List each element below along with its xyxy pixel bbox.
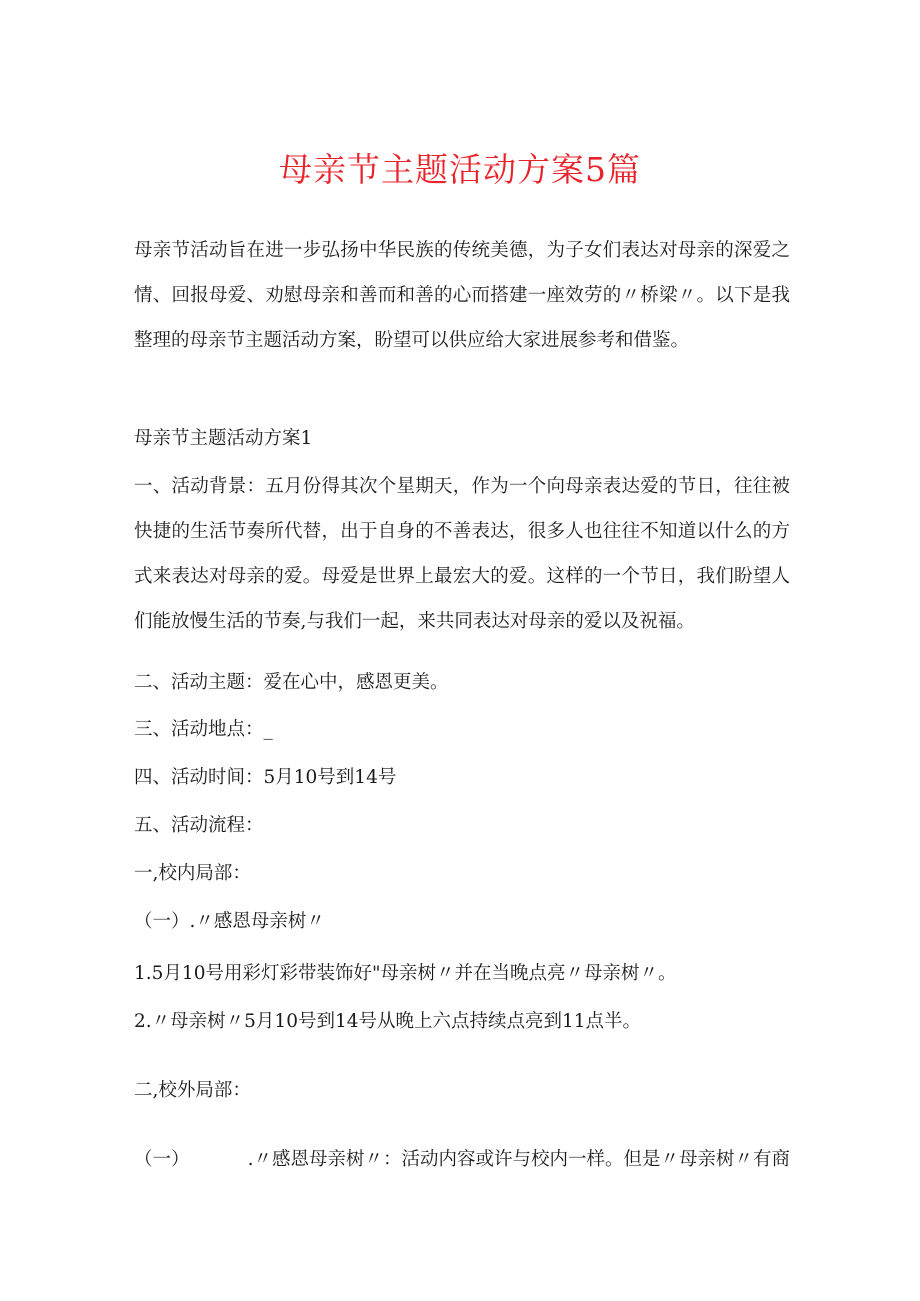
outer-subheading-text: .〃感恩母亲树〃：活动内容或许与校内一样。但是〃母亲树〃有商 xyxy=(247,1149,790,1170)
outer-subheading-number: （一） xyxy=(134,1149,190,1170)
document-title: 母亲节主题活动方案5篇 xyxy=(279,150,641,189)
process-item-2: 2.〃母亲树〃5月10号到14号从晚上六点持续点亮到11点半。 xyxy=(134,1011,642,1032)
intro-paragraph: 母亲节活动旨在进一步弘扬中华民族的传统美德，为子女们表达对母亲的深爱之情、回报母爱、劝慰母亲和善而和善的心而搭建一座效劳的〃桥梁〃。以下是我整理的母亲节主题活动方案，盼望可以供应给大家进展参考和借鉴。 xyxy=(134,240,790,351)
campus-inner-heading: 一,校内局部： xyxy=(134,863,251,884)
inner-subheading: （一）.〃感恩母亲树〃 xyxy=(134,911,325,932)
activity-background: 一、活动背景：五月份得其次个星期天，作为一个向母亲表达爱的节日，往往被快捷的生活节奏所代替，出于自身的不善表达，很多人也往往不知道以什么的方式来表达对母亲的爱。母爱是世界上最宏大的爱。这样的一个节日，我们盼望人们能放慢生活的节奏,与我们一起，来共同表达对母亲的爱以及祝福。 xyxy=(134,476,790,632)
activity-process: 五、活动流程： xyxy=(134,815,264,836)
outer-subheading xyxy=(134,1137,790,1182)
campus-outer-heading: 二,校外局部： xyxy=(134,1080,251,1101)
activity-time: 四、活动时间：5月10号到14号 xyxy=(134,767,397,788)
process-item-1: 1.5月10号用彩灯彩带装饰好"母亲树〃并在当晚点亮〃母亲树〃。 xyxy=(134,963,677,984)
activity-theme: 二、活动主题：爱在心中，感恩更美。 xyxy=(134,672,449,693)
activity-location: 三、活动地点：_ xyxy=(134,719,273,740)
section-heading: 母亲节主题活动方案1 xyxy=(134,428,313,449)
